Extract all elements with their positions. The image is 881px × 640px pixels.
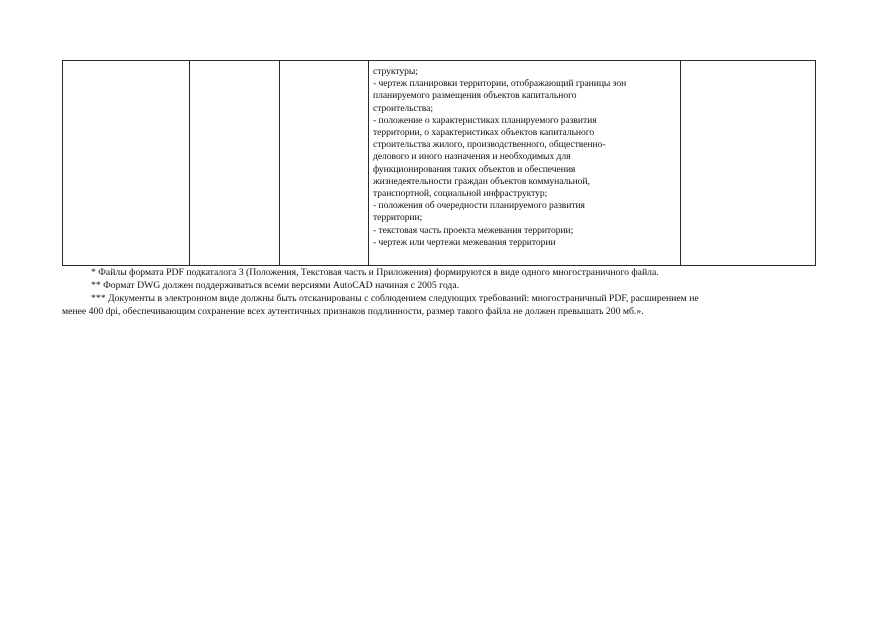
cell-line: территории; [373,212,423,224]
cell-line: - чертеж или чертежи межевания территории [373,236,556,248]
cell-text-block [369,61,680,249]
cell-line: строительства; [373,102,433,114]
table-cell-1 [63,61,190,266]
cell-line: транспортной, социальной инфраструктур; [373,188,548,200]
cell-line: - текстовая часть проекта межевания территории; [373,224,574,236]
cell-line: структуры; [373,66,418,77]
cell-line: делового и иного назначения и необходимых для [373,151,571,163]
table-cell-content [369,61,681,266]
footnote-3-line-2: менее 400 dpi, обеспечивающим сохранение всех аутентичных признаков подлинности, размер такого файла не должен превышать 200 мб.». [62,306,644,317]
table-cell-3 [280,61,369,266]
cell-line: строительства жилого, производственного, общественно- [373,139,606,151]
cell-line: территории, о характеристиках объектов капитального [373,127,595,139]
table-row [63,61,816,266]
table-cell-5 [681,61,816,266]
cell-line: - положение о характеристиках планируемого развития [373,114,597,126]
footnotes [62,266,822,318]
footnote-2: ** Формат DWG должен поддерживаться всеми версиями AutoCAD начиная с 2005 года. [91,280,460,291]
cell-line: - положения об очередности планируемого развития [373,200,585,212]
cell-line: - чертеж планировки территории, отображающий границы зон [373,78,627,90]
footnote-3-line-1: *** Документы в электронном виде должны быть отсканированы с соблюдением следующих требований: многостраничный PDF, расширением не [91,293,699,304]
cell-line: планируемого размещения объектов капитального [373,90,577,102]
table-cell-2 [190,61,280,266]
cell-line: функционирования таких объектов и обеспечения [373,163,576,175]
footnote-1: * Файлы формата PDF подкаталога 3 (Положения, Текстовая часть и Приложения) формируются в виде одного многостраничного файла. [91,267,659,278]
requirements-table [62,60,816,266]
cell-line: жизнедеятельности граждан объектов коммунальной, [373,175,590,187]
